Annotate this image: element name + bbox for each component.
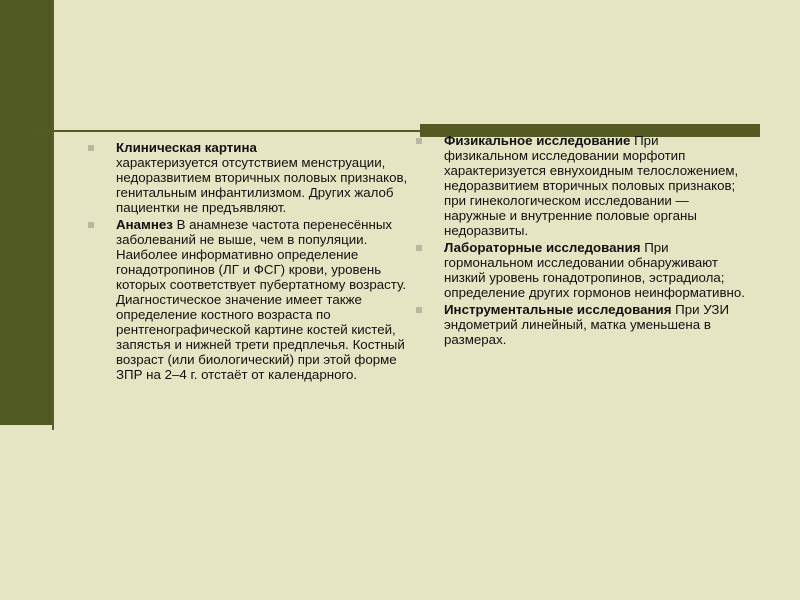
left-decor-line (52, 0, 54, 430)
square-bullet-icon (416, 307, 422, 313)
item-text: При УЗИ эндометрий линейный, матка уменьшена в размерах. (444, 302, 729, 347)
item-heading: Анамнез (116, 217, 173, 232)
item-heading: Инструментальные исследования (444, 302, 672, 317)
left-column (88, 140, 410, 384)
square-bullet-icon (88, 222, 94, 228)
item-heading: Клиническая картина (116, 140, 257, 155)
title-rule-thin (34, 130, 420, 132)
left-decor-bar (0, 0, 52, 425)
square-bullet-icon (416, 245, 422, 251)
list-item (416, 133, 746, 238)
right-column (416, 133, 746, 349)
square-bullet-icon (88, 145, 94, 151)
list-item (88, 217, 410, 382)
list-item (416, 240, 746, 300)
item-heading: Физикальное исследование (444, 133, 631, 148)
square-bullet-icon (416, 138, 422, 144)
list-item (88, 140, 410, 215)
item-heading: Лабораторные исследования (444, 240, 641, 255)
item-text: В анамнезе частота перенесённых заболеваний не выше, чем в популяции. Наиболее информативно определение гонадотропинов (ЛГ и ФСГ) крови, уровень которых соответствует пубертатному возрасту. Диагностическое значение имеет также определение костного возраста по рентгенографической картине костей кистей, запястья и нижней трети предплечья. Костный возраст (или биологический) при этой форме ЗПР на 2–4 г. отстаёт от календарного. (116, 217, 407, 382)
item-text: характеризуется отсутствием менструации, недоразвитием вторичных половых признаков, генитальным инфантилизмом. Других жалоб пациентки не предъявляют. (116, 155, 408, 215)
item-text: При физикальном исследовании морфотип характеризуется евнухоидным телосложением, недоразвитием вторичных половых признаков; при гинекологическом исследовании — наружные и внутренние половые органы недоразвиты. (444, 133, 739, 238)
item-text: При гормональном исследовании обнаруживают низкий уровень гонадотропинов, эстрадиола; определение других гормонов неинформативно. (444, 240, 745, 300)
list-item (416, 302, 746, 347)
